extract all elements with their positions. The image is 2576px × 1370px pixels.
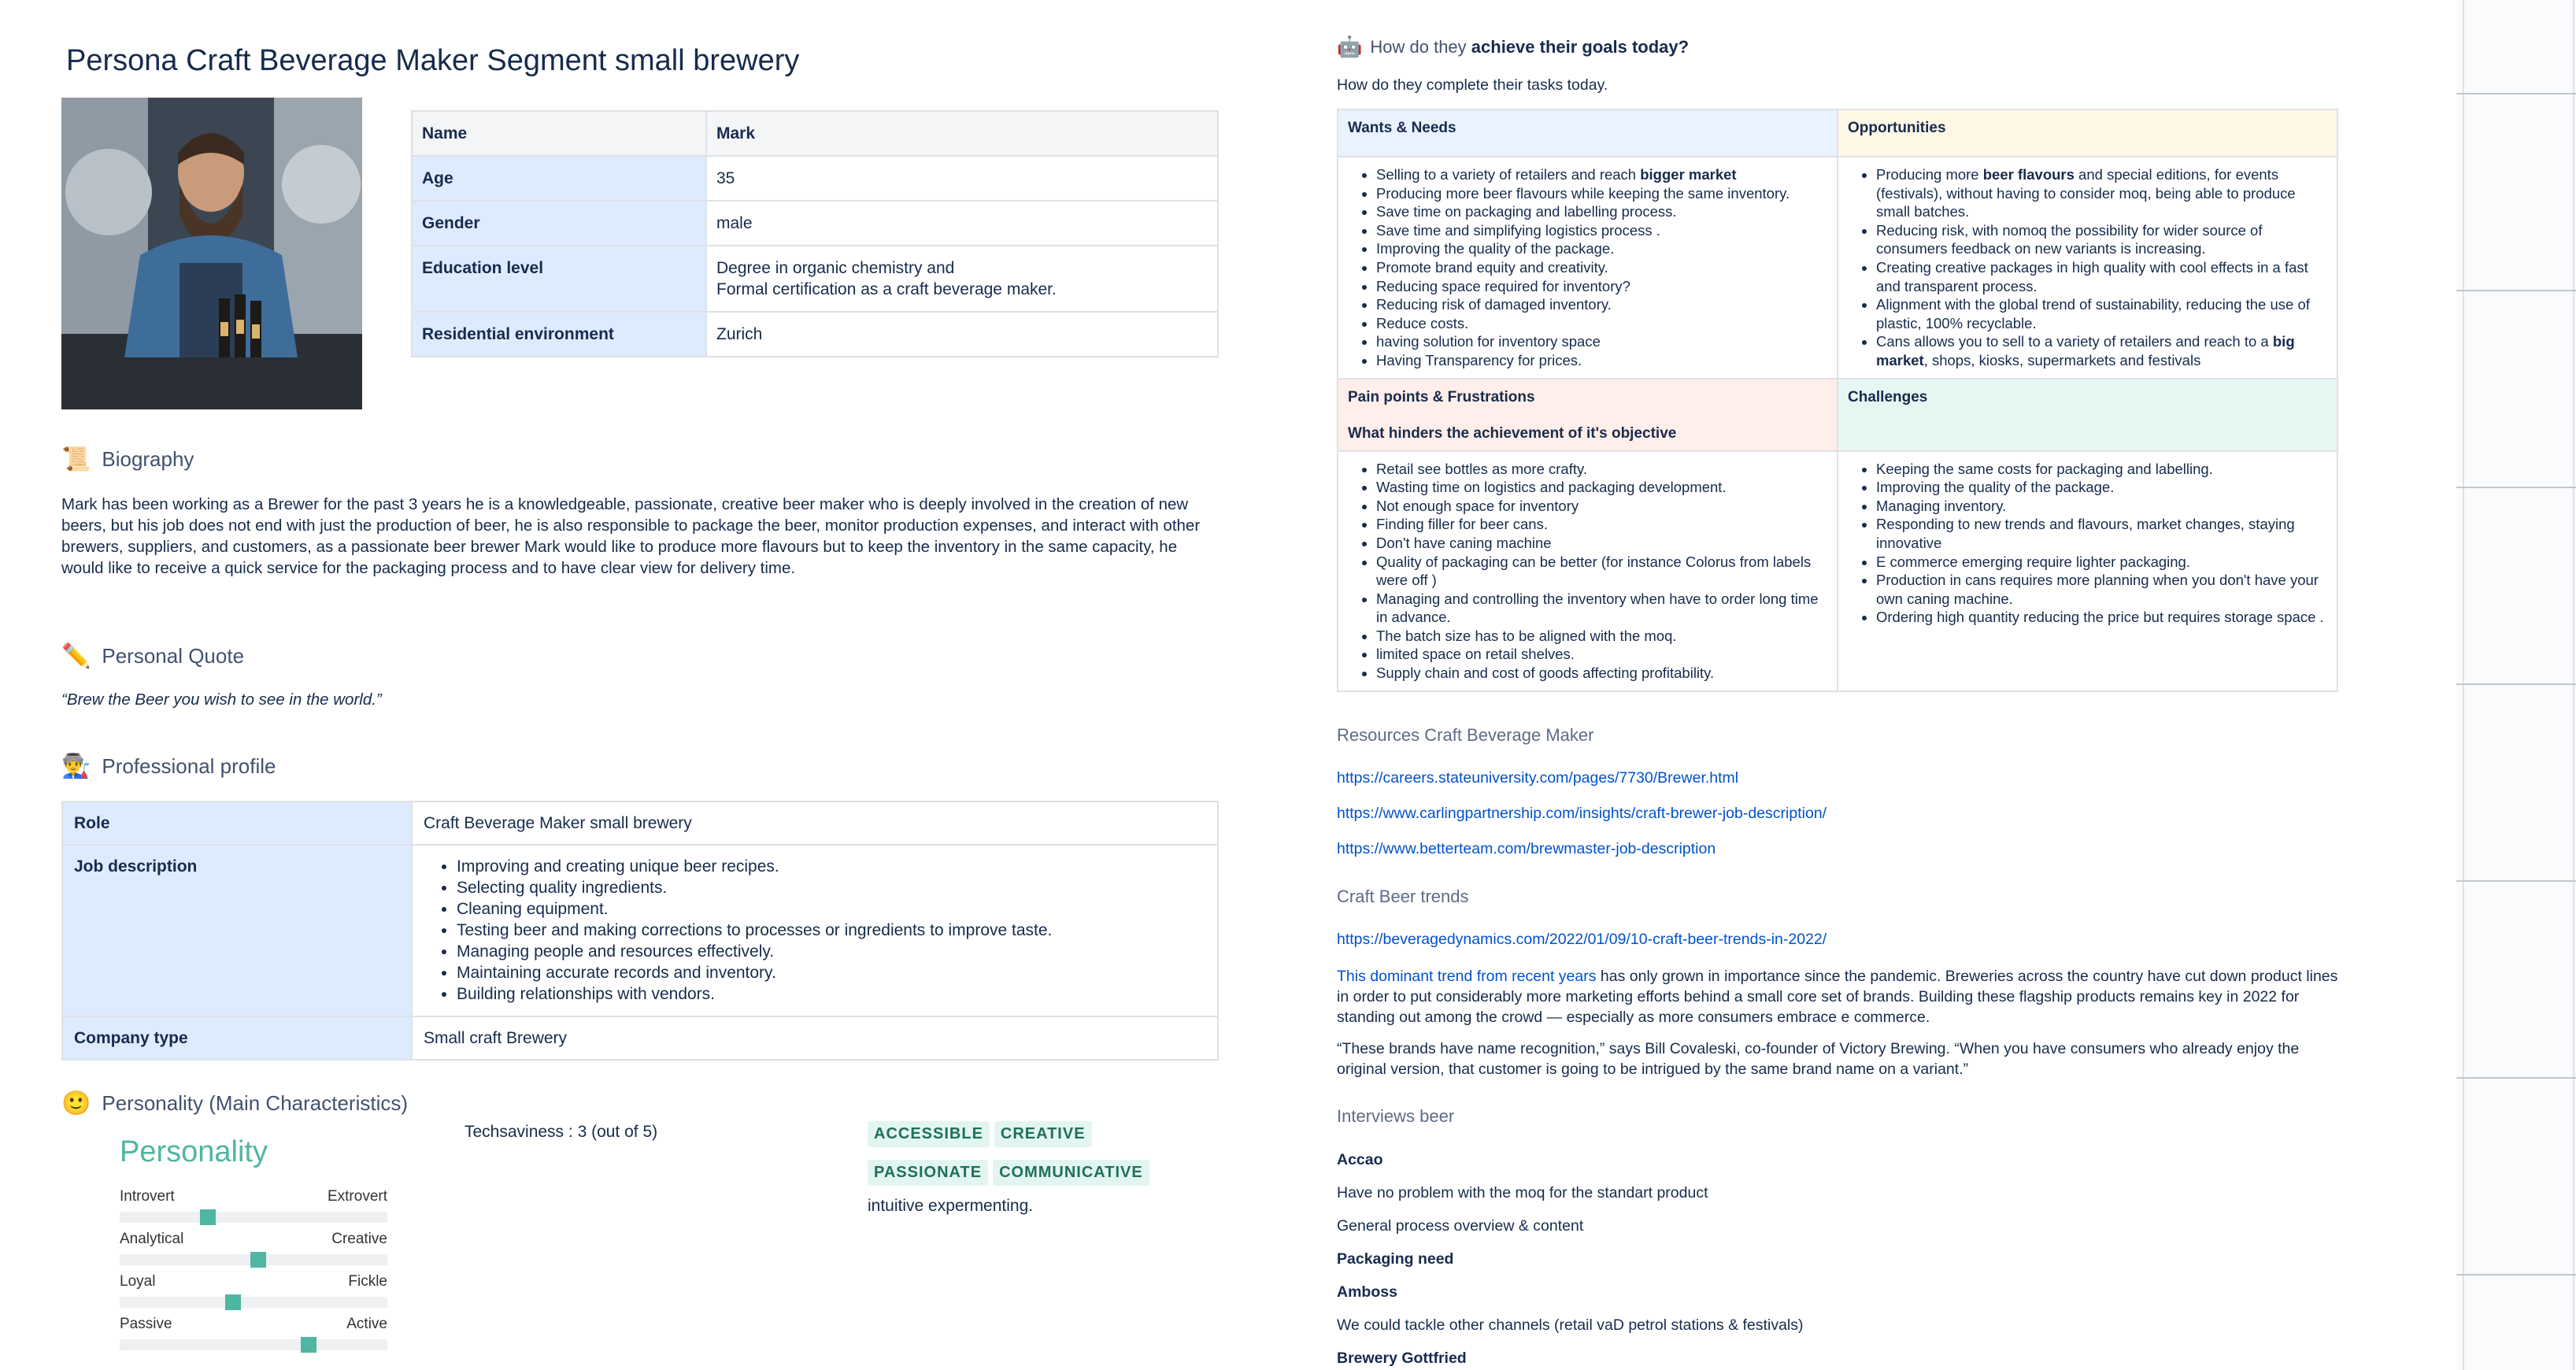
job-list <box>457 856 1206 1005</box>
opportunities-list <box>1876 165 2327 370</box>
professional-profile-heading: 👨‍🏭 Professional profile <box>61 754 276 779</box>
wants-list <box>1376 165 1827 370</box>
info-value: 35 <box>706 156 1218 201</box>
interview-line: General process overview & content <box>1337 1216 1584 1235</box>
trait-tag: ACCESSIBLE <box>868 1121 990 1147</box>
interviews-section <box>1337 1106 2341 1368</box>
personality-heading: 🙂 Personality (Main Characteristics) <box>61 1090 409 1116</box>
resources-section <box>1337 725 2341 858</box>
table-row <box>1338 379 2337 451</box>
info-value: Zurich <box>706 312 1218 357</box>
personality-slider <box>120 1231 387 1273</box>
slider-knob <box>225 1294 241 1310</box>
trends-link[interactable]: https://beveragedynamics.com/2022/01/09/10-craft-beer-trends-in-2022/ <box>1337 930 1827 948</box>
slider-knob <box>301 1337 316 1353</box>
right-rail <box>2456 0 2576 1370</box>
job-key: Job description <box>62 845 412 1016</box>
table-row <box>62 802 1218 845</box>
professional-profile-section <box>61 753 1219 1061</box>
personality-tags <box>868 1121 1206 1216</box>
list-item: • Creating creative packages in high quality with cool effects in a fast and transparent process. <box>1876 258 2327 295</box>
persona-left-column <box>61 44 1219 1332</box>
list-item: • Reducing risk, with nomoq the possibility for wider source of consumers feedback on new variants is increasing. <box>1876 221 2327 258</box>
list-item: • Maintaining accurate records and inventory. <box>457 962 1206 983</box>
trends-paragraph: This dominant trend from recent years has only grown in importance since the pandemic. Breweries across the country have cut down product lines in order to put considerably more marketing efforts behind a small core set of brands. Building these flagship products remains key in 2022 for standing out among the crowd — especially as more consumers embrace e commerce. <box>1337 967 2338 1026</box>
opportunities-cell <box>1838 157 2337 379</box>
biography-section <box>61 446 1219 579</box>
info-value: male <box>706 201 1218 246</box>
list-item: • limited space on retail shelves. <box>1376 645 1827 664</box>
trends-quote: “These brands have name recognition,” says Bill Covaleski, co-founder of Victory Brewing. “When you have consumers who already enjoy the original version, that customer is going to be intrigued by the same brand name on a variant.” <box>1337 1039 2300 1078</box>
list-item: • Cleaning equipment. <box>457 898 1206 920</box>
interview-line: Have no problem with the moq for the standart product <box>1337 1183 1708 1202</box>
info-key: Education level <box>412 246 706 312</box>
info-key: Gender <box>412 201 706 246</box>
personality-card-title: Personality <box>120 1135 268 1168</box>
worker-icon: 👨‍🏭 <box>61 754 91 779</box>
list-item: • Don't have caning machine <box>1376 534 1827 553</box>
resource-link[interactable]: https://www.carlingpartnership.com/insights/craft-brewer-job-description/ <box>1337 804 1827 822</box>
info-key: Age <box>412 156 706 201</box>
personality-extra-text: intuitive expermenting. <box>868 1197 1034 1215</box>
techsaviness-text: Techsaviness : 3 (out of 5) <box>464 1123 658 1141</box>
list-item: • Producing more beer flavours while keeping the same inventory. <box>1376 184 1827 203</box>
wants-cell <box>1338 157 1838 379</box>
personality-slider <box>120 1273 387 1316</box>
pain-list <box>1376 460 1827 683</box>
list-item: • Alignment with the global trend of sustainability, reducing the use of plastic, 100% recyclable. <box>1876 295 2327 332</box>
slider-right-label: Creative <box>331 1231 387 1247</box>
rail-tick <box>2456 1077 2576 1079</box>
list-item: • Responding to new trends and flavours, market changes, staying innovative <box>1876 515 2327 552</box>
trends-inline-link[interactable]: This dominant trend from recent years <box>1337 967 1597 985</box>
personality-section <box>61 1090 1219 1332</box>
list-item: • The batch size has to be aligned with the moq. <box>1376 627 1827 646</box>
interview-line: We could tackle other channels (retail vaD petrol stations & festivals) <box>1337 1316 1804 1334</box>
quote-text: “Brew the Beer you wish to see in the world.” <box>61 691 382 709</box>
list-item: • Quality of packaging can be better (for instance Colorus from labels were off ) <box>1376 553 1827 590</box>
persona-photo <box>61 98 362 409</box>
rail-divider <box>2573 0 2574 1370</box>
table-row <box>1338 109 2337 157</box>
challenges-header: Challenges <box>1838 379 2337 451</box>
slider-track <box>120 1212 387 1223</box>
slider-right-label: Extrovert <box>327 1188 387 1205</box>
role-key: Role <box>62 802 412 845</box>
info-key: Name <box>412 111 706 156</box>
slider-left-label: Introvert <box>120 1188 175 1205</box>
list-item: • Selling to a variety of retailers and reach bigger market <box>1376 165 1827 184</box>
slider-knob <box>250 1252 266 1268</box>
list-item: • Ordering high quantity reducing the price but requires storage space . <box>1876 608 2327 627</box>
trait-tag: PASSIONATE <box>868 1160 988 1186</box>
pain-header: Pain points & Frustrations What hinders the achievement of it's objective <box>1338 379 1838 451</box>
trends-heading: Craft Beer trends <box>1337 886 1469 906</box>
pencil-icon: ✏️ <box>61 643 91 669</box>
interviews-heading: Interviews beer <box>1337 1105 1455 1126</box>
list-item: • Finding filler for beer cans. <box>1376 515 1827 534</box>
slider-left-label: Analytical <box>120 1231 184 1247</box>
slider-track <box>120 1297 387 1308</box>
table-row <box>412 111 1218 156</box>
list-item: • Selecting quality ingredients. <box>457 877 1206 898</box>
table-row <box>62 845 1218 1016</box>
rail-tick <box>2456 290 2576 291</box>
interview-line: Accao <box>1337 1150 1383 1168</box>
resource-link[interactable]: https://www.betterteam.com/brewmaster-job-description <box>1337 839 1716 857</box>
info-value: Degree in organic chemistry and Formal certification as a craft beverage maker. <box>706 246 1218 312</box>
slider-left-label: Loyal <box>120 1273 156 1290</box>
challenges-list <box>1876 460 2327 627</box>
table-row <box>1338 451 2337 691</box>
rail-tick <box>2456 880 2576 882</box>
smiley-icon: 🙂 <box>61 1090 91 1116</box>
trait-tag: COMMUNICATIVE <box>993 1160 1149 1186</box>
list-item: • Cans allows you to sell to a variety of retailers and reach to a big market, shops, kiosks, supermarkets and festivals <box>1876 332 2327 369</box>
scroll-icon: 📜 <box>61 446 91 472</box>
list-item: • Managing people and resources effectively. <box>457 941 1206 962</box>
table-row <box>1338 157 2337 379</box>
list-item: • Building relationships with vendors. <box>457 983 1206 1005</box>
info-key: Residential environment <box>412 312 706 357</box>
company-value: Small craft Brewery <box>412 1016 1218 1060</box>
list-item: • having solution for inventory space <box>1376 332 1827 351</box>
slider-track <box>120 1339 387 1350</box>
interview-line: Amboss <box>1337 1283 1397 1301</box>
page-title: Persona Craft Beverage Maker Segment small brewery <box>66 44 800 77</box>
list-item: • Promote brand equity and creativity. <box>1376 258 1827 277</box>
list-item: • Producing more beer flavours and special editions, for events (festivals), without having to consider moq, being able to produce small batches. <box>1876 165 2327 221</box>
list-item: • Save time on packaging and labelling process. <box>1376 202 1827 221</box>
quote-heading: ✏️ Personal Quote <box>61 643 245 669</box>
opportunities-header: Opportunities <box>1838 109 2337 157</box>
list-item: • Reducing risk of damaged inventory. <box>1376 295 1827 314</box>
list-item: • Improving and creating unique beer recipes. <box>457 856 1206 877</box>
personality-slider <box>120 1188 387 1231</box>
list-item: • Production in cans requires more planning when you don't have your own caning machine. <box>1876 571 2327 608</box>
persona-right-column <box>1337 35 2341 1370</box>
table-row <box>412 201 1218 246</box>
personality-slider <box>120 1316 387 1358</box>
trends-section <box>1337 887 2341 1079</box>
table-row <box>62 1016 1218 1060</box>
trait-tag: CREATIVE <box>994 1121 1092 1147</box>
biography-heading: 📜 Biography <box>61 446 194 472</box>
rail-divider <box>2463 0 2464 1370</box>
wants-header: Wants & Needs <box>1338 109 1838 157</box>
personality-card <box>120 1135 387 1358</box>
interview-line: Brewery Gottfried <box>1337 1349 1467 1367</box>
list-item: • Improving the quality of the package. <box>1876 478 2327 497</box>
interview-line: Packaging need <box>1337 1250 1454 1268</box>
list-item: • Managing and controlling the inventory when have to order long time in advance. <box>1376 590 1827 627</box>
robot-icon: 🤖 <box>1337 35 1363 58</box>
quote-section <box>61 642 1219 710</box>
slider-right-label: Active <box>346 1316 387 1332</box>
biography-text: Mark has been working as a Brewer for the past 3 years he is a knowledgeable, passionate, creative beer maker who is deeply involved in the creation of new beers, but his job does not end with just the production of beer, he is also responsible to package the beer, monitor production expenses, and interact with other brewers, suppliers, and customers, as a passionate beer brewer Mark would like to produce more flavours but to keep the inventory in the same capacity, he would like to receive a quick service for the packaging process and to have clear view for delivery time. <box>61 495 1201 577</box>
company-key: Company type <box>62 1016 412 1060</box>
slider-knob <box>200 1209 216 1225</box>
rail-tick <box>2456 487 2576 488</box>
list-item: • Reduce costs. <box>1376 314 1827 333</box>
goals-heading: 🤖 How do they achieve their goals today? <box>1337 35 1690 58</box>
table-row <box>412 312 1218 357</box>
info-value: Mark <box>706 111 1218 156</box>
table-row <box>412 246 1218 312</box>
list-item: • Not enough space for inventory <box>1376 497 1827 516</box>
list-item: • Testing beer and making corrections to processes or ingredients to improve taste. <box>457 920 1206 941</box>
professional-profile-table <box>61 801 1219 1061</box>
list-item: • Save time and simplifying logistics process . <box>1376 221 1827 240</box>
goals-matrix <box>1337 109 2338 692</box>
table-row <box>412 156 1218 201</box>
job-value <box>412 845 1218 1016</box>
slider-left-label: Passive <box>120 1316 172 1332</box>
list-item: • Improving the quality of the package. <box>1376 239 1827 258</box>
role-value: Craft Beverage Maker small brewery <box>412 802 1218 845</box>
goals-subtitle: How do they complete their tasks today. <box>1337 76 1608 94</box>
pain-cell <box>1338 451 1838 691</box>
list-item: • Wasting time on logistics and packaging development. <box>1376 478 1827 497</box>
resource-link[interactable]: https://careers.stateuniversity.com/pages/7730/Brewer.html <box>1337 768 1739 787</box>
list-item: • Having Transparency for prices. <box>1376 351 1827 370</box>
list-item: • Retail see bottles as more crafty. <box>1376 460 1827 479</box>
list-item: • Reducing space required for inventory? <box>1376 277 1827 296</box>
rail-tick <box>2456 683 2576 685</box>
rail-tick <box>2456 93 2576 94</box>
list-item: • Keeping the same costs for packaging and labelling. <box>1876 460 2327 479</box>
slider-right-label: Fickle <box>348 1273 387 1290</box>
resources-heading: Resources Craft Beverage Maker <box>1337 724 1594 745</box>
challenges-cell <box>1838 451 2337 691</box>
list-item: • Supply chain and cost of goods affecting profitability. <box>1376 664 1827 683</box>
list-item: • Managing inventory. <box>1876 497 2327 516</box>
persona-info-table <box>411 110 1219 357</box>
list-item: • E commerce emerging require lighter packaging. <box>1876 553 2327 572</box>
rail-tick <box>2456 1274 2576 1276</box>
